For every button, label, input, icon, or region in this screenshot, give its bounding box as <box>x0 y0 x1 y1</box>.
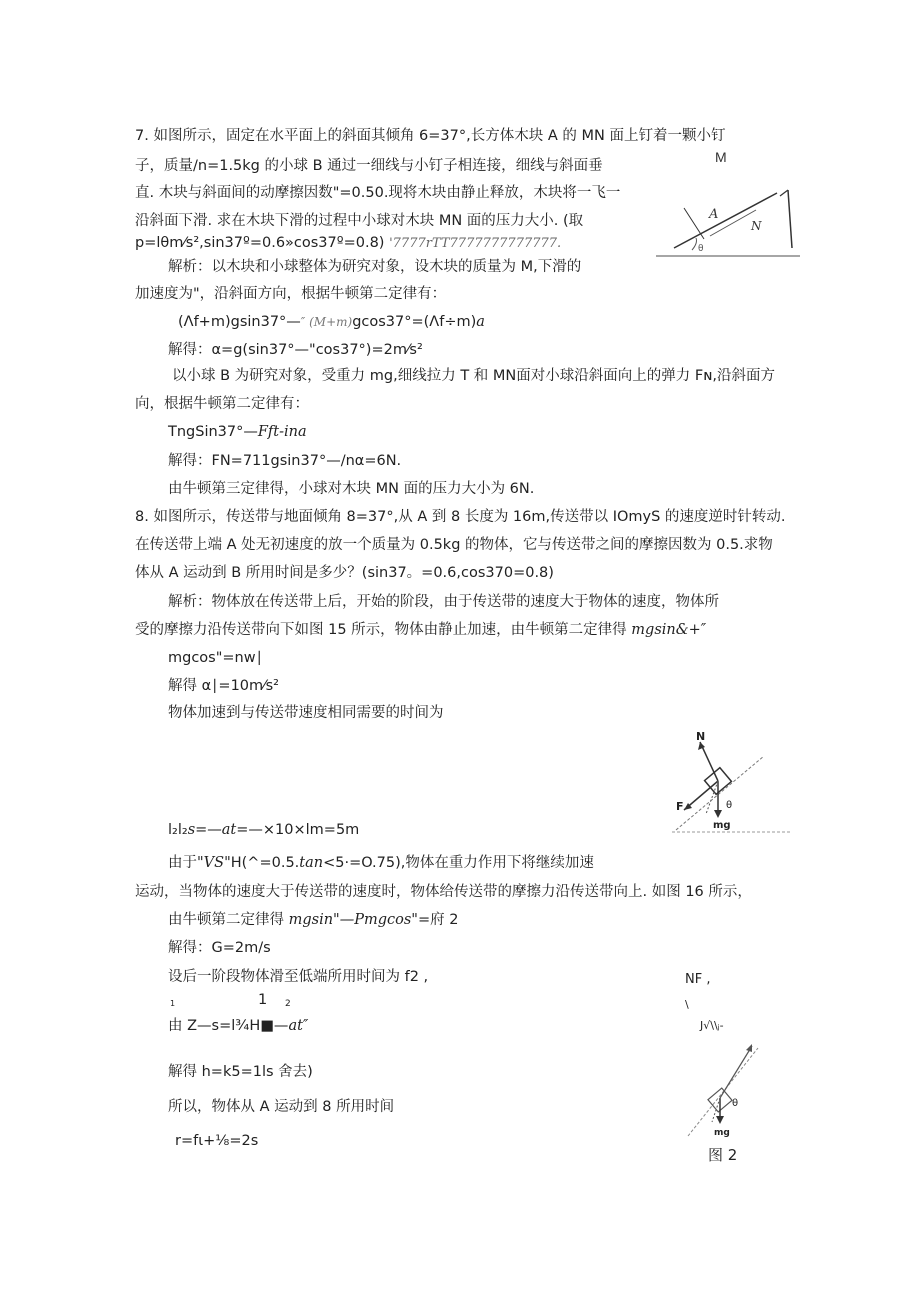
q7-answer-7 <box>168 422 307 442</box>
eq-part-2: Fft-ina <box>257 424 307 440</box>
label-A: A <box>709 207 719 222</box>
q8-answer-3: mgcos"=nw∣ <box>168 650 263 666</box>
eq-part-2: mgsin"—Pmgcos" <box>288 912 418 928</box>
q8-line-2: 在传送带上端 A 处无初速度的放一个质量为 0.5kg 的物体，它与传送带之间的摩擦因数为 0.5.求物 <box>135 537 773 553</box>
eq-part-1: 由牛顿第二定律得 <box>168 912 289 928</box>
q7-ocr-artifact: '7777rTT7777777777777. <box>389 236 562 251</box>
q7-line-1: 7. 如图所示，固定在水平面上的斜面其倾角 6=37°,长方体木块 A 的 MN 面上钉着一颗小钉 <box>135 128 726 144</box>
label-N: N <box>751 219 762 233</box>
q8-answer-14: 解得 h=k5=1ls 舍去) <box>168 1064 313 1080</box>
label-mg: mg <box>713 820 731 831</box>
q8-line-3: 体从 A 运动到 B 所用时间是多少？(sin37。=0.6,cos370=0.8) <box>135 565 554 581</box>
fraction-top-3: 2 <box>285 999 291 1009</box>
eq-part-1: TngSin37°— <box>168 424 258 440</box>
eq-part-1: 由于 <box>168 855 197 871</box>
q7-incline-figure <box>652 150 802 265</box>
q7-answer-8: 解得：FN=711gsin37°—/nα=6N. <box>168 453 402 469</box>
figure-15 <box>662 728 797 840</box>
q8-answer-1: 解析：物体放在传送带上后，开始的阶段，由于传送带的速度大于物体的速度，物体所 <box>168 594 719 610</box>
fig16-label-sq: J√\\ⱼ- <box>700 1019 724 1032</box>
eq-part-1: 由 Z—s=l¾H■— <box>168 1018 289 1034</box>
q7-line-5 <box>135 233 561 254</box>
eq-part-3: —×10×lm=5m <box>248 822 360 838</box>
text-part: 受的摩擦力沿传送带向下如图 15 所示，物体由静止加速，由牛顿第二定律得 <box>135 622 632 638</box>
fig16-label-NF: NF , <box>685 972 711 987</box>
q7-line-3: 直. 木块与斜面间的动摩擦因数"=0.50.现将木块由静止释放，木块将一飞一 <box>135 185 621 201</box>
q8-answer-13 <box>168 1016 308 1036</box>
q7-answer-2: 加速度为"，沿斜面方向，根据牛顿第二定律有： <box>135 286 447 302</box>
fig16-label-slash: \ <box>685 998 689 1011</box>
eq-part-1: (Λf+m)gsin37°— <box>178 314 301 330</box>
label-mg: mg <box>714 1128 730 1138</box>
q8-answer-7 <box>168 853 594 873</box>
q8-answer-5: 物体加速到与传送带速度相同需要的时间为 <box>168 705 444 721</box>
figure-caption: 图 2 <box>708 1146 738 1164</box>
q8-answer-4: 解得 α∣=10m⁄s² <box>168 678 279 694</box>
q8-answer-9 <box>168 910 458 930</box>
eq-part-1: l₂l₂ <box>168 822 188 838</box>
eq-part-3: gcos37°=(Λf÷m) <box>352 314 477 330</box>
q7-given-values: p=lθm⁄s²,sin37º=0.6»cos37º=0.8) <box>135 235 385 251</box>
q7-answer-3 <box>178 312 485 332</box>
label-theta: θ <box>726 800 733 811</box>
fraction-top-1: 1 <box>170 999 176 1008</box>
q7-answer-1: 解析：以木块和小球整体为研究对象，设木块的质量为 M,下滑的 <box>168 259 582 275</box>
figure-16 <box>680 1040 780 1140</box>
eq-part-4: tan <box>299 855 324 871</box>
label-F: F <box>676 800 684 813</box>
q7-line-4: 沿斜面下滑. 求在木块下滑的过程中小球对木块 MN 面的压力大小. (取 <box>135 213 584 229</box>
q8-answer-15: 所以，物体从 A 运动到 8 所用时间 <box>168 1099 395 1115</box>
eq-part-5: <5·=O.75),物体在重力作用下将继续加速 <box>323 855 594 871</box>
eq-part: mgsin&+″ <box>631 622 707 638</box>
fraction-top-2: 1 <box>258 992 268 1008</box>
eq-part-4: a <box>476 314 485 330</box>
q8-line-1: 8. 如图所示，传送带与地面倾角 8=37°,从 A 到 8 长度为 16m,传送带以 IOmyS 的速度逆时针转动. <box>135 509 786 525</box>
q8-answer-6 <box>168 820 359 840</box>
eq-part-3: H(^=0.5. <box>230 855 300 871</box>
q8-answer-8: 运动，当物体的速度大于传送带的速度时，物体给传送带的摩擦力沿传送带向上. 如图 16 所示， <box>135 884 752 900</box>
q7-answer-4: 解得：α=g(sin37°—"cos37°)=2m⁄s² <box>168 342 423 358</box>
q8-answer-11: 设后一阶段物体滑至低端所用时间为 f2 , <box>168 969 429 985</box>
eq-part-2: "VS" <box>197 855 231 871</box>
label-theta: θ <box>732 1098 739 1109</box>
q8-answer-10: 解得：G=2m/s <box>168 940 271 956</box>
label-N: N <box>696 730 706 743</box>
label-M: M <box>715 150 727 165</box>
q8-answer-2 <box>135 620 706 640</box>
q7-answer-6: 向，根据牛顿第二定律有： <box>135 396 309 412</box>
q7-answer-5: 以小球 B 为研究对象，受重力 mg,细线拉力 T 和 MN面对小球沿斜面向上的弹力 Fɴ,沿斜面方 <box>172 368 776 384</box>
q8-answer-16: r=fι+⅛=2s <box>175 1133 259 1149</box>
eq-part-2: at″ <box>288 1018 309 1034</box>
eq-part-2: ″ (M+m) <box>300 315 353 329</box>
q7-line-2: 子，质量/n=1.5kg 的小球 B 通过一细线与小钉子相连接，细线与斜面垂 <box>135 158 603 174</box>
eq-part-2: s=—at= <box>187 822 249 838</box>
label-theta: θ <box>698 244 704 254</box>
q7-answer-9: 由牛顿第三定律得，小球对木块 MN 面的压力大小为 6N. <box>168 481 535 497</box>
eq-part-3: =府 2 <box>417 912 459 928</box>
